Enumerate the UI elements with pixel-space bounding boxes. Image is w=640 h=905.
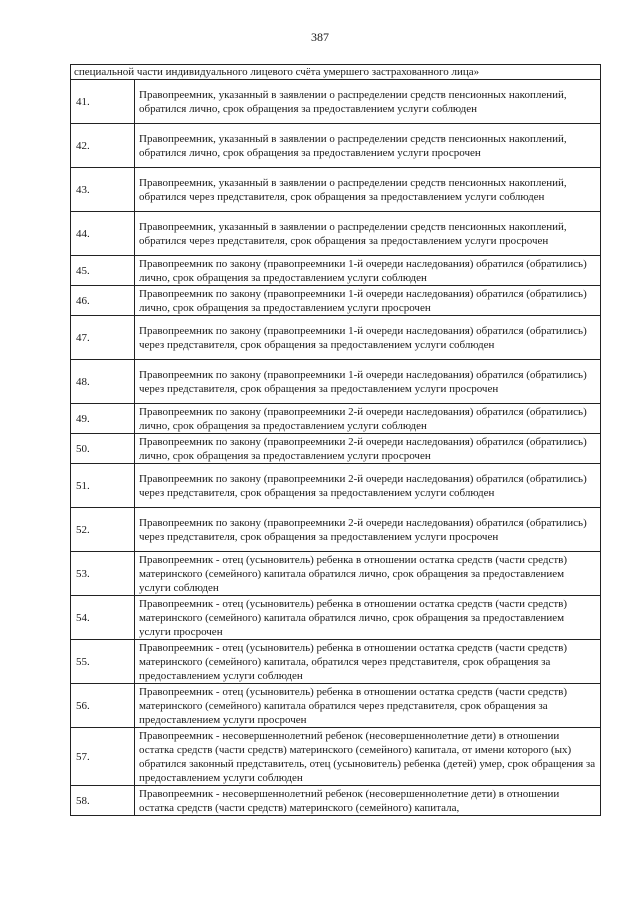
row-number: 51. (71, 464, 135, 508)
row-number: 46. (71, 286, 135, 316)
row-description: Правопреемник по закону (правопреемники 1-й очереди наследования) обратился (обратились) через представителя, срок обращения за предоставлением услуги соблюден (135, 316, 601, 360)
table-row (71, 360, 601, 404)
row-number: 47. (71, 316, 135, 360)
table-row (71, 508, 601, 552)
row-number: 41. (71, 80, 135, 124)
table-row (71, 552, 601, 596)
row-number: 42. (71, 124, 135, 168)
table-continuation-row (71, 65, 601, 80)
table-row (71, 286, 601, 316)
table-row (71, 316, 601, 360)
row-number: 43. (71, 168, 135, 212)
services-table (70, 64, 601, 816)
row-description: Правопреемник, указанный в заявлении о распределении средств пенсионных накоплений, обратился через представителя, срок обращения за предоставлением услуги соблюден (135, 168, 601, 212)
table-row (71, 212, 601, 256)
table-row (71, 404, 601, 434)
row-number: 55. (71, 640, 135, 684)
row-number: 49. (71, 404, 135, 434)
row-description: Правопреемник, указанный в заявлении о распределении средств пенсионных накоплений, обратился лично, срок обращения за предоставлением услуги просрочен (135, 124, 601, 168)
row-description: Правопреемник - отец (усыновитель) ребенка в отношении остатка средств (части средств) материнского (семейного) капитала обратился лично, срок обращения за предоставлением услуги соблюден (135, 552, 601, 596)
table-row (71, 256, 601, 286)
row-description: Правопреемник по закону (правопреемники 2-й очереди наследования) обратился (обратились) через представителя, срок обращения за предоставлением услуги соблюден (135, 464, 601, 508)
table-row (71, 168, 601, 212)
row-description: Правопреемник, указанный в заявлении о распределении средств пенсионных накоплений, обратился лично, срок обращения за предоставлением услуги соблюден (135, 80, 601, 124)
row-description: Правопреемник - несовершеннолетний ребенок (несовершеннолетние дети) в отношении остатка средств (части средств) материнского (семейного) капитала, (135, 786, 601, 816)
row-description: Правопреемник по закону (правопреемники 1-й очереди наследования) обратился (обратились) лично, срок обращения за предоставлением услуги соблюден (135, 256, 601, 286)
row-description: Правопреемник по закону (правопреемники 2-й очереди наследования) обратился (обратились) через представителя, срок обращения за предоставлением услуги просрочен (135, 508, 601, 552)
row-description: Правопреемник - отец (усыновитель) ребенка в отношении остатка средств (части средств) материнского (семейного) капитала обратился лично, срок обращения за предоставлением услуги просрочен (135, 596, 601, 640)
row-description: Правопреемник по закону (правопреемники 1-й очереди наследования) обратился (обратились) через представителя, срок обращения за предоставлением услуги просрочен (135, 360, 601, 404)
page-number: 387 (311, 30, 329, 44)
row-number: 58. (71, 786, 135, 816)
table-row (71, 124, 601, 168)
row-description: Правопреемник, указанный в заявлении о распределении средств пенсионных накоплений, обратился через представителя, срок обращения за предоставлением услуги просрочен (135, 212, 601, 256)
table-row (71, 434, 601, 464)
table-row (71, 684, 601, 728)
table-row (71, 80, 601, 124)
table-row (71, 728, 601, 786)
table-row (71, 786, 601, 816)
row-number: 53. (71, 552, 135, 596)
row-number: 52. (71, 508, 135, 552)
row-number: 45. (71, 256, 135, 286)
row-description: Правопреемник - отец (усыновитель) ребенка в отношении остатка средств (части средств) материнского (семейного) капитала, обратился через представителя, срок обращения за предоставлением услуги соблюден (135, 640, 601, 684)
table-row (71, 596, 601, 640)
table-row (71, 640, 601, 684)
table-row (71, 464, 601, 508)
row-description: Правопреемник по закону (правопреемники 1-й очереди наследования) обратился (обратились) лично, срок обращения за предоставлением услуги просрочен (135, 286, 601, 316)
continuation-text: специальной части индивидуального лицевого счёта умершего застрахованного лица» (71, 65, 601, 80)
row-description: Правопреемник по закону (правопреемники 2-й очереди наследования) обратился (обратились) лично, срок обращения за предоставлением услуги соблюден (135, 404, 601, 434)
table-body (71, 65, 601, 816)
row-number: 44. (71, 212, 135, 256)
row-number: 54. (71, 596, 135, 640)
row-number: 50. (71, 434, 135, 464)
row-number: 56. (71, 684, 135, 728)
row-description: Правопреемник - несовершеннолетний ребенок (несовершеннолетние дети) в отношении остатка средств (части средств) материнского (семейного) капитала, от имени которого (ых) обратился законный представитель, отец (усыновитель) ребенка (детей) умер, срок обращения за предоставлением услуги соблюден (135, 728, 601, 786)
row-description: Правопреемник по закону (правопреемники 2-й очереди наследования) обратился (обратились) лично, срок обращения за предоставлением услуги просрочен (135, 434, 601, 464)
row-description: Правопреемник - отец (усыновитель) ребенка в отношении остатка средств (части средств) материнского (семейного) капитала обратился через представителя, срок обращения за предоставлением услуги просрочен (135, 684, 601, 728)
row-number: 57. (71, 728, 135, 786)
row-number: 48. (71, 360, 135, 404)
